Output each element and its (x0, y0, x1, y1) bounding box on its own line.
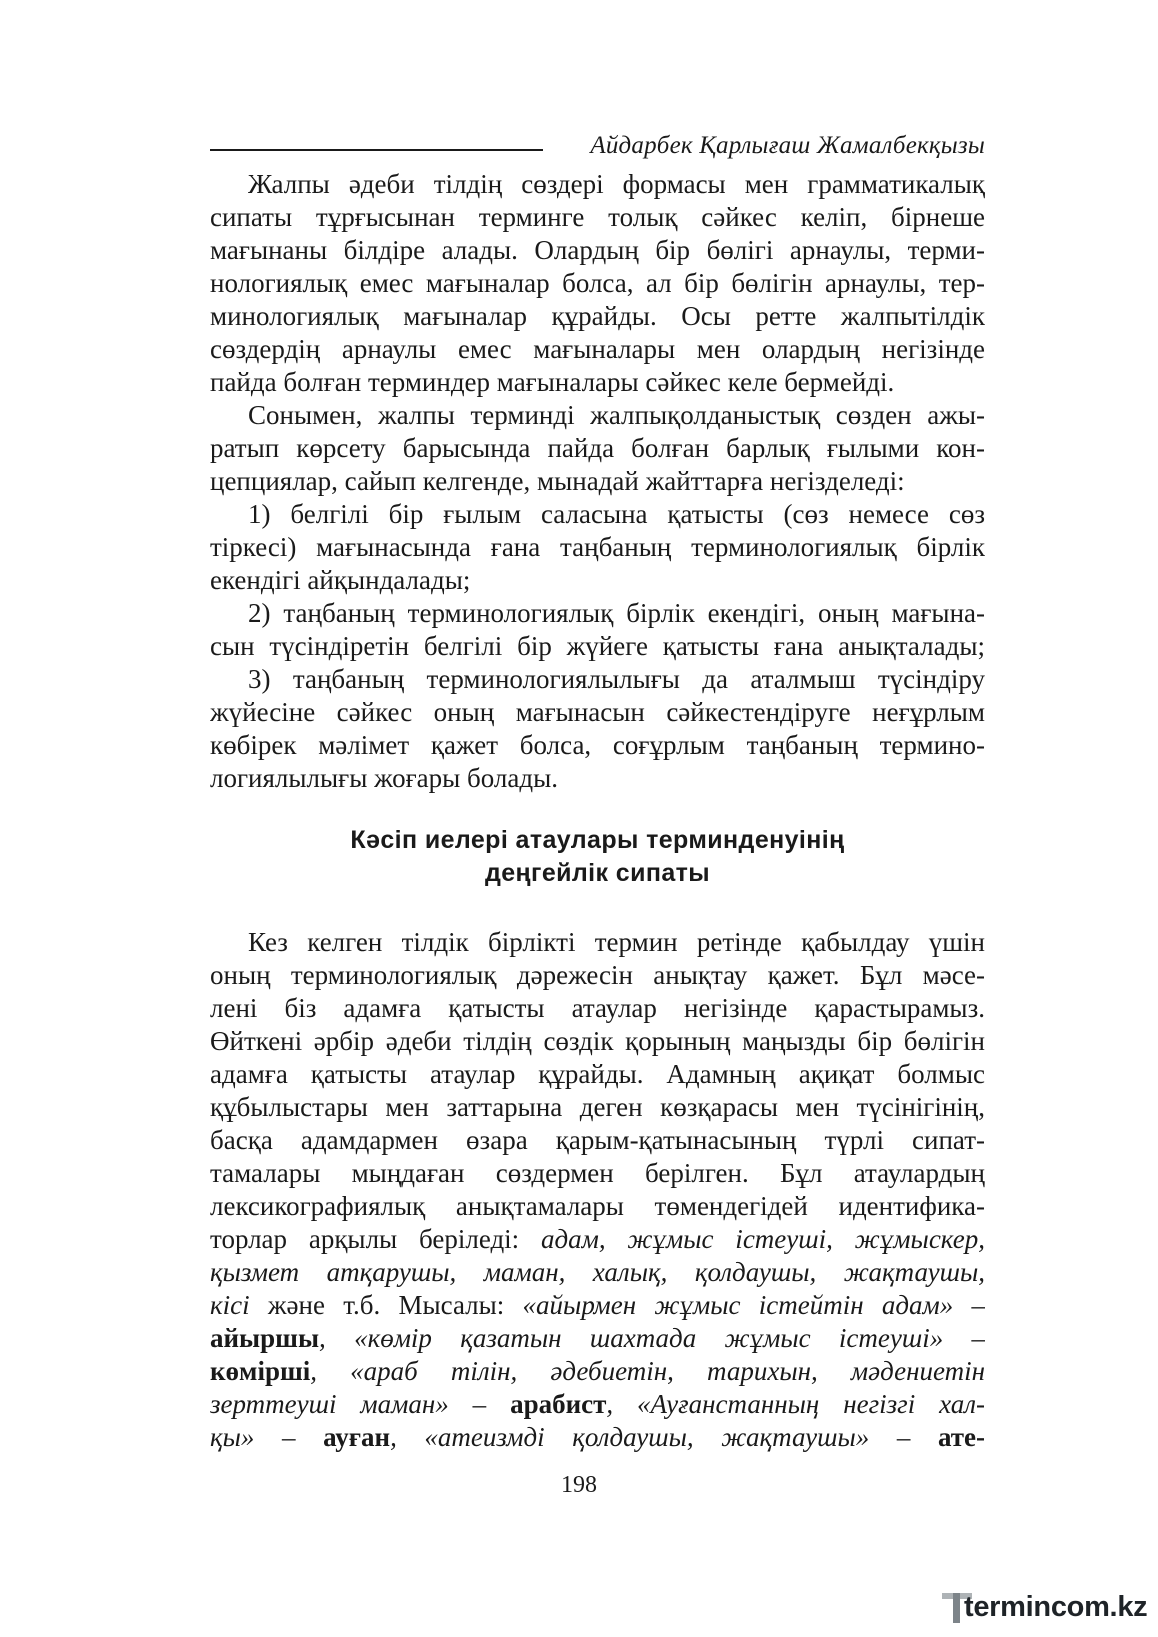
header-rule (210, 149, 543, 151)
italic-text: , «Ауғанстанның негізгі хал- (606, 1389, 985, 1419)
text-line: Сонымен, жалпы терминді жалпықолданыстық сөзден ажы- (248, 400, 985, 430)
italic-text: , «атеизмді қолдаушы, жақтаушы» – (390, 1422, 938, 1452)
body-text-section (210, 926, 985, 1454)
list-item-1 (210, 498, 985, 597)
body-text-top (210, 168, 985, 795)
italic-text: қы» – (210, 1422, 324, 1452)
page-number: 198 (561, 1472, 597, 1498)
text-line: цепциялар, сайып келгенде, мынадай жайттарға негізделеді: (210, 466, 905, 496)
bold-term: айыршы (210, 1323, 320, 1353)
text-line (210, 1355, 985, 1388)
text-line: Кез келген тілдік бірлікті термин ретінде қабылдау үшін (248, 927, 985, 957)
text-line: 2) таңбаның терминологиялық бірлік екендігі, оның мағына- (248, 598, 985, 628)
text-line: басқа адамдармен өзара қарым-қатынасының түрлі сипат- (210, 1125, 985, 1155)
text-line: адамға қатысты атаулар құрайды. Адамның ақиқат болмыс (210, 1059, 985, 1089)
bold-term: ате- (937, 1422, 985, 1452)
italic-text: , «көмір қазатын шахтада жұмыс істеуші» – (319, 1323, 985, 1353)
text-line (210, 1256, 985, 1289)
italic-text: , «араб тілін, әдебиетін, тарихын, мәдениетін (310, 1356, 985, 1386)
italic-text: кісі (210, 1290, 250, 1320)
bold-term: көмірші (210, 1356, 311, 1386)
text-line: Жалпы әдеби тілдің сөздері формасы мен грамматикалық (248, 169, 985, 199)
watermark-logo (942, 1587, 1148, 1629)
heading-line-1: Кәсіп иелері атаулары терминденуінің (350, 826, 845, 854)
text-line: 3) таңбаның терминологиялылығы да аталмыш түсіндіру (248, 664, 985, 694)
text-line: көбірек мәлімет қажет болса, соғұрлым таңбаның термино- (210, 730, 985, 760)
running-header (210, 132, 985, 166)
text-line: тамалары мыңдаған сөздермен берілген. Бұл атаулардың (210, 1158, 985, 1188)
text-line (210, 1421, 985, 1454)
text-line: сын түсіндіретін белгілі бір жүйеге қатысты ғана анықталады; (210, 631, 985, 661)
text-line: сөздердің арнаулы емес мағыналары мен олардың негізінде (210, 334, 985, 364)
text-line: 1) белгілі бір ғылым саласына қатысты (сөз немесе сөз (248, 499, 985, 529)
list-item-2 (210, 597, 985, 663)
text-line: нологиялық емес мағыналар болса, ал бір бөлігін арнаулы, тер- (210, 268, 985, 298)
plain-text: және т.б. Мысалы: (249, 1290, 523, 1320)
text-line: лексикографиялық анықтамалары төмендегідей идентифика- (210, 1191, 985, 1221)
plain-text: торлар арқылы беріледі: (210, 1224, 541, 1254)
text-line (210, 1388, 985, 1421)
italic-text: адам, жұмыс істеуші, жұмыскер, (540, 1224, 985, 1254)
section-heading (210, 824, 985, 890)
header-author: Айдарбек Қарлығаш Жамалбекқызы (590, 132, 985, 159)
italic-text: «айырмен жұмыс істейтін адам» – (522, 1290, 985, 1320)
text-line: лені біз адамға қатысты атаулар негізінде қарастырамыз. (210, 993, 985, 1023)
text-line (210, 1289, 985, 1322)
text-line: логиялылығы жоғары болады. (210, 763, 559, 793)
text-line: құбылыстары мен заттарына деген көзқарасы мен түсінігінің, (210, 1092, 985, 1122)
paragraph-2 (210, 399, 985, 498)
text-line: мағынаны білдіре алады. Олардың бір бөлігі арнаулы, терми- (210, 235, 985, 265)
heading-line-2: деңгейлік сипаты (484, 859, 711, 887)
bold-term: арабист (510, 1389, 607, 1419)
italic-text: зерттеуші маман» – (210, 1389, 511, 1419)
text-line: ратып көрсету барысында пайда болған барлық ғылыми кон- (210, 433, 985, 463)
list-item-3 (210, 663, 985, 795)
text-line: Өйткені әрбір әдеби тілдің сөздік қорының маңызды бір бөлігін (210, 1026, 985, 1056)
paragraph-1 (210, 168, 985, 399)
text-line: пайда болған терминдер мағыналары сәйкес келе бермейді. (210, 367, 895, 397)
text-line: сипаты тұрғысынан терминге толық сәйкес келіп, бірнеше (210, 202, 985, 232)
watermark-text: termincom.kz (964, 1591, 1148, 1623)
text-line: жүйесіне сәйкес оның мағынасын сәйкестендіруге неғұрлым (210, 697, 985, 727)
text-line: екендігі айқындалады; (210, 565, 471, 595)
italic-text: қызмет атқарушы, маман, халық, қолдаушы, жақтаушы, (210, 1257, 985, 1287)
text-line (210, 1322, 985, 1355)
bold-term: ауған (323, 1422, 391, 1452)
text-line: оның терминологиялық дәрежесін анықтау қажет. Бұл мәсе- (210, 960, 985, 990)
text-line: тіркесі) мағынасында ғана таңбаның терминологиялық бірлік (210, 532, 985, 562)
text-line (210, 1223, 985, 1256)
text-line: минологиялық мағыналар құрайды. Осы ретте жалпытілдік (210, 301, 985, 331)
